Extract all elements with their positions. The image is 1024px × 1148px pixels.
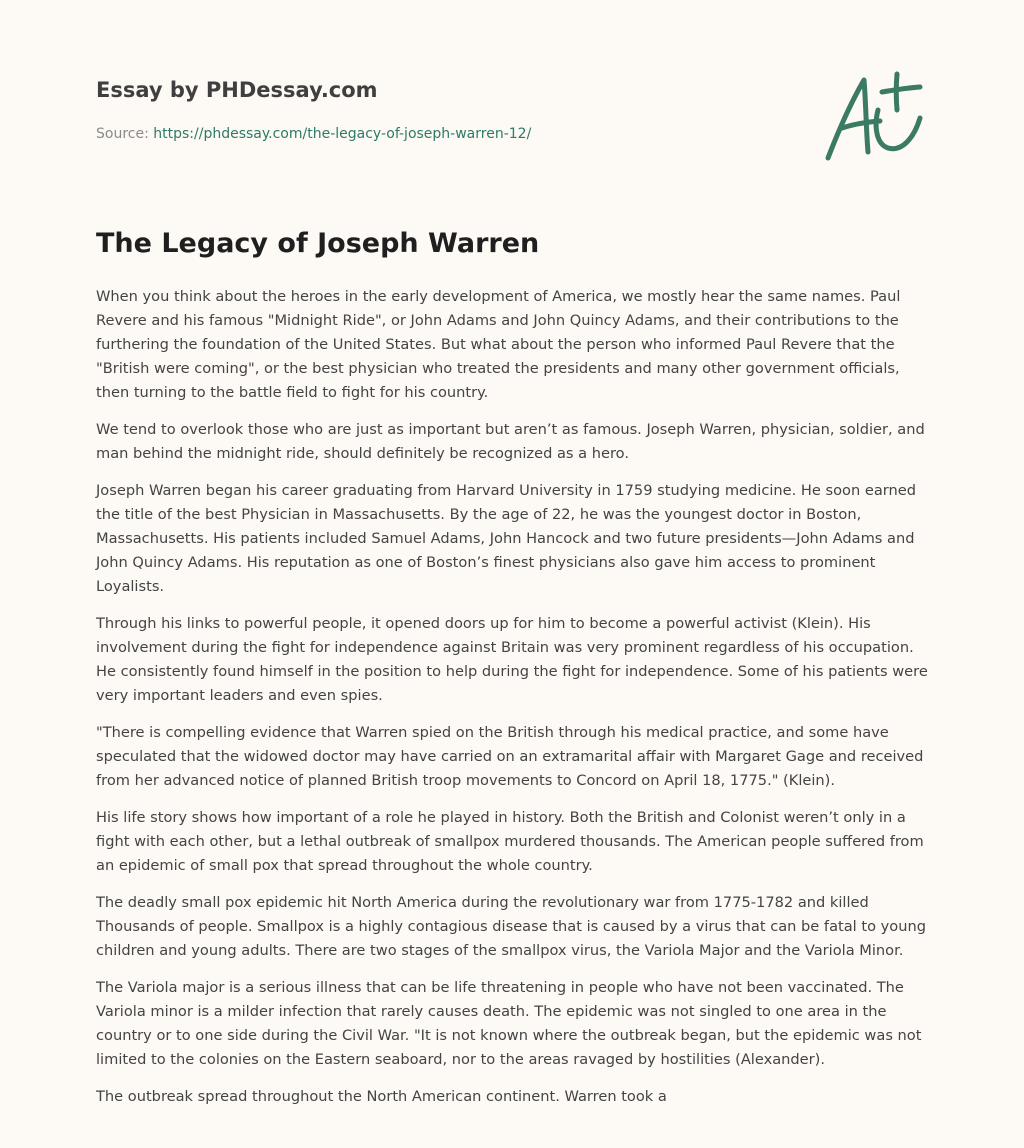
essay-paragraph: Through his links to powerful people, it opened doors up for him to become a powerful activist (Klein). His involvement during the fight for independence against Britain was very prominent regardless of his occupation. He consistently found himself in the position to help during the fight for independence. Some of his patients were very important leaders and even spies.: [96, 615, 928, 704]
essay-paragraph: The Variola major is a serious illness that can be life threatening in people who have not been vaccinated. The Variola minor is a milder infection that rarely causes death. The epidemic was not singled to one area in the country or to one side during the Civil War. "It is not known where the outbreak began, but the epidemic was not limited to the colonies on the Eastern seaboard, nor to the areas ravaged by hostilities (Alexander).: [96, 979, 922, 1068]
essay-paragraph: The deadly small pox epidemic hit North America during the revolutionary war from 1775-1782 and killed Thousands of people. Smallpox is a highly contagious disease that is caused by a virus that can be fatal to young children and young adults. There are two stages of the smallpox virus, the Variola Major and the Variola Minor.: [96, 894, 926, 959]
essay-paragraph: We tend to overlook those who are just as important but aren’t as famous. Joseph Warren, physician, soldier, and man behind the midnight ride, should definitely be recognized as a hero.: [96, 421, 925, 462]
essay-paragraph: "There is compelling evidence that Warren spied on the British through his medical practice, and some have speculated that the widowed doctor may have carried on an extramarital affair with Margaret Gage and received from her advanced notice of planned British troop movements to Concord on April 18, 1775." (Klein).: [96, 724, 924, 789]
essay-body: [96, 285, 930, 1122]
essay-paragraph: His life story shows how important of a role he played in history. Both the British and Colonist weren’t only in a fight with each other, but a lethal outbreak of smallpox murdered thousands. The American people suffered from an epidemic of small pox that spread throughout the whole country.: [96, 809, 924, 874]
a-plus-handwritten-icon: [820, 66, 930, 166]
source-link[interactable]: https://phdessay.com/the-legacy-of-joseph-warren-12/: [153, 126, 532, 142]
document-title: The Legacy of Joseph Warren: [96, 228, 540, 259]
source-line: [96, 124, 796, 144]
source-label: Source:: [96, 126, 154, 142]
site-title: Essay by PHDessay.com: [96, 78, 378, 102]
essay-paragraph: The outbreak spread throughout the North American continent. Warren took a: [96, 1088, 667, 1105]
essay-paragraph: Joseph Warren began his career graduating from Harvard University in 1759 studying medicine. He soon earned the title of the best Physician in Massachusetts. By the age of 22, he was the youngest doctor in Boston, Massachusetts. His patients included Samuel Adams, John Hancock and two future presidents—John Adams and John Quincy Adams. His reputation as one of Boston’s finest physicians also gave him access to prominent Loyalists.: [96, 482, 917, 595]
page-header: [96, 76, 796, 144]
essay-paragraph: When you think about the heroes in the early development of America, we mostly hear the same names. Paul Revere and his famous "Midnight Ride", or John Adams and John Quincy Adams, and their contributions to the furthering the foundation of the United States. But what about the person who informed Paul Revere that the "British were coming", or the best physician who treated the presidents and many other government officials, then turning to the battle field to fight for his country.: [96, 288, 901, 401]
